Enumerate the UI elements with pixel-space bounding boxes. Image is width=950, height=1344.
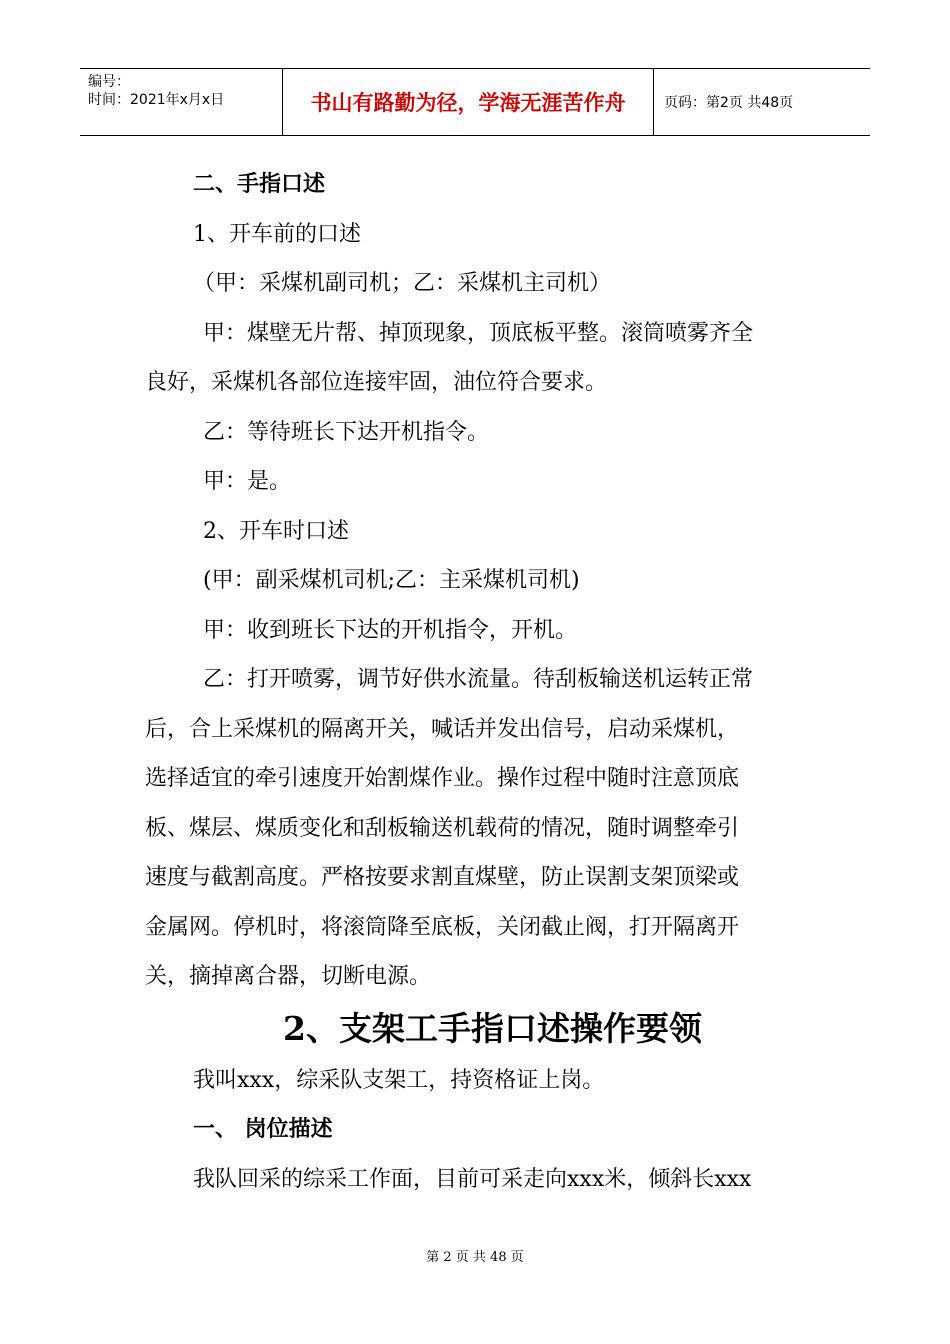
paragraph-5-line-7: 关，摘掉离合器，切断电源。 [145,964,432,989]
section-title-2: 一、 岗位描述 [193,1117,333,1142]
header-motto: 书山有路勤为径，学海无涯苦作舟 [282,69,654,135]
document-header [80,68,870,136]
page-footer: 第 2 页 共 48 页 [426,1250,524,1265]
heading-2: 2、支架工手指口述操作要领 [283,1008,702,1048]
subsection-1: 1、开车前的口述 [193,221,361,247]
roles-2: (甲：副采煤机司机;乙：主采煤机司机) [203,568,580,593]
time-label: 时间：2021年x月x日 [88,92,225,108]
paragraph-5-line-6: 金属网。停机时，将滚筒降至底板，关闭截止阀，打开隔离开 [145,914,740,940]
paragraph-5-line-1: 乙：打开喷雾，调节好供水流量。待刮板输送机运转正常 [203,667,754,692]
roles-1: （甲：采煤机副司机；乙：采煤机主司机） [193,271,612,296]
header-page-info: 页码：第2页 共48页 [664,95,794,111]
intro-paragraph: 我叫xxx，综采队支架工，持资格证上岗。 [193,1067,605,1093]
paragraph-2: 乙：等待班长下达开机指令。 [203,419,490,445]
paragraph-6: 我队回采的综采工作面，目前可采走向xxx米，倾斜长xxx [193,1166,752,1192]
paragraph-5-line-2: 后，合上采煤机的隔离开关，喊话并发出信号，启动采煤机， [145,716,740,742]
document-body [145,160,810,1204]
paragraph-1-line-1: 甲：煤壁无片帮、掉顶现象，顶底板平整。滚筒喷雾齐全 [203,320,754,346]
paragraph-3: 甲：是。 [203,469,292,494]
paragraph-1-line-2: 良好，采煤机各部位连接牢固，油位符合要求。 [145,370,608,395]
paragraph-5-line-5: 速度与截割高度。严格按要求割直煤壁，防止误割支架顶梁或 [145,865,740,890]
paragraph-5-line-3: 选择适宜的牵引速度开始割煤作业。操作过程中随时注意顶底 [145,766,740,791]
header-meta [80,69,282,135]
subsection-2: 2、开车时口述 [203,518,349,544]
section-title: 二、手指口述 [193,172,326,197]
paragraph-5-line-4: 板、煤层、煤质变化和刮板输送机载荷的情况，随时调整牵引 [145,815,740,841]
paragraph-4: 甲：收到班长下达的开机指令，开机。 [203,617,578,643]
number-label: 编号： [88,74,130,90]
